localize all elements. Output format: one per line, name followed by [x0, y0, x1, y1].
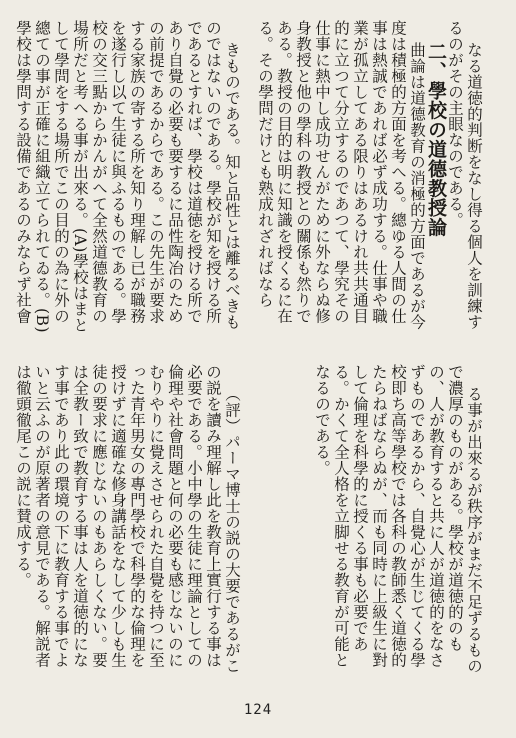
text-column-lower-right — [256, 364, 502, 682]
text-column-upper-right — [256, 20, 502, 338]
text-column-lower-left — [14, 364, 260, 682]
paragraph-body-3: る事が出來るが秩序がまだ不足ずるもので濃厚のものがある。學校が道徳的のもの、人が教育すると共に人が道徳的をなさずものであるから、自覺心が生じてくる學校即ち高等學校では各科の教師悉く道徳的たらねばならぬが、而も同時に上級生に對して倫理を科學的に授くる事も必要である。かくて全人格を立脚せる教育が可能となるのである。 — [313, 364, 483, 674]
section-heading: 二、學校の道德教授論 — [425, 41, 447, 237]
commentary-paragraph: （評）パーマ博士の説の大要であるがこの説を讀み理解し此を教育上實行する事は必要である。小中學の生徒に理論としての倫理や社會問題と何の必要も感じないのにむりやりに覺えさせられた自覺を持つに至った青年男女の專門學校で科學的な倫理を授けずに適確な修身講話をなして少しも生徒の要求に應じないのもあらしくない。要は全教ー致で教育する事は人を道徳的になす事であり此の環境の下に教育する事でよいと云ふのが原著者の意見である。解説者は徹頭徹尾この説に賛成する。 — [14, 364, 241, 674]
paragraph-body-1: 曲論は道德教育の消極的方面であるが今度は積極的方面を考へる。總ゆる人間の仕事は熱誠であれば必ず成功する。仕事や職業が孤立してある限りはあるけれ共共通目的に立つて分立するのであつて、學究その仕事に熱中し成功せんがために外ならぬ修身教授と他の學科の教授との關係も然りである。教授の目的は明に知識を授くるに在る。その學問だけとも熟成れざればなら — [256, 20, 426, 330]
page-number: 124 — [243, 702, 273, 718]
paragraph-body-2: きものである。知と品性とは離るべきものではないのである。學校が知を授ける所であるとすれば、學校は道徳を授ける所であり自覺の必要も要するに品性陶冶のための前提であるからである。この先生が要求する家族の寄する所を知り理解し已が職務を遂行し以て生徒に與ふるものである。學校の交三點からかんがへて全然道德教育の場所だと考へる事が出來る。(A)學校はまとして學問をする場所でこの目的の為に外の總ての事が正確に組織立てられてゐる。(B)學校は學問する設備であるのみならず社會 — [14, 20, 241, 333]
text-column-upper-left — [14, 20, 260, 338]
paragraph-intro: なる道徳的判断をなし得る個人を訓練するのがその主眼なのである。 — [446, 20, 483, 330]
